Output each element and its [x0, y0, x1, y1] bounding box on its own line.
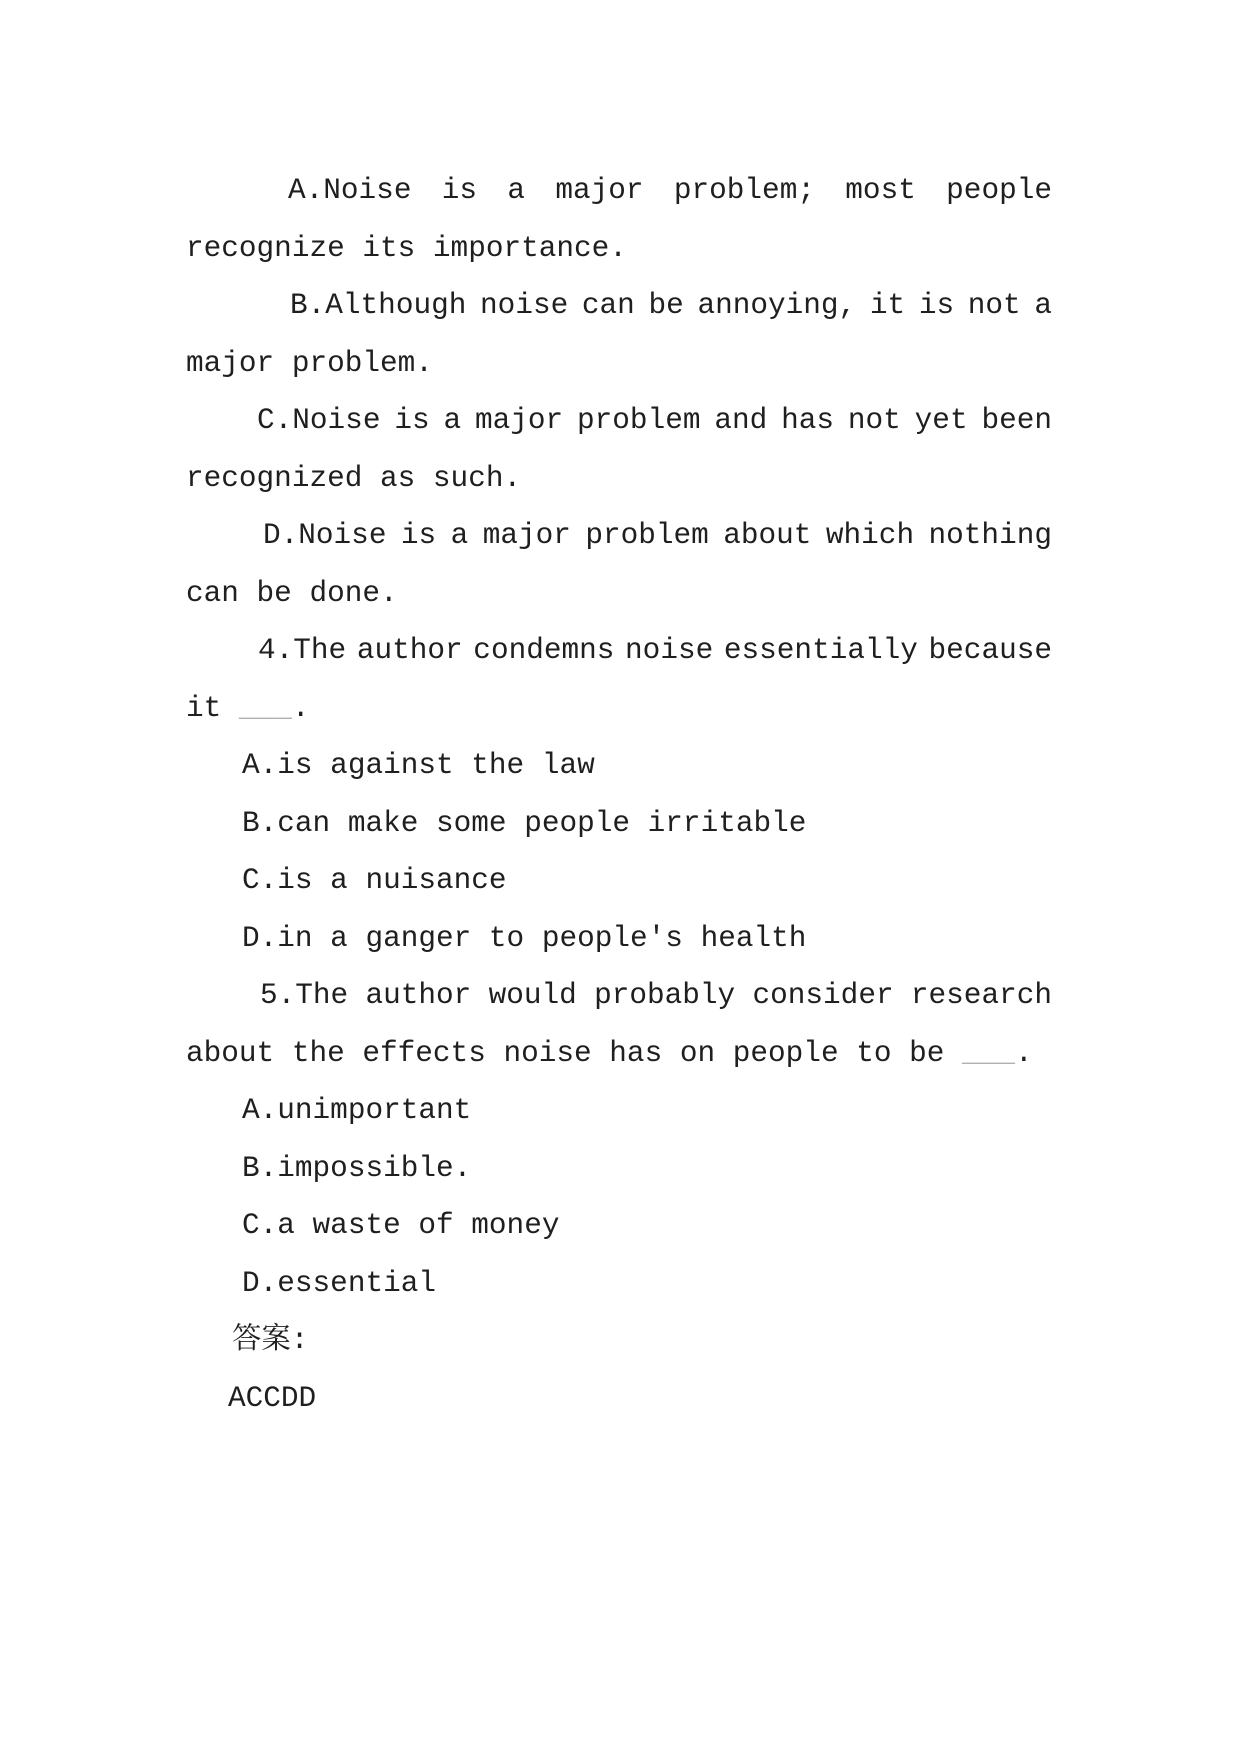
- text-segment: it: [186, 691, 239, 725]
- text-segment: A.Noise is a major problem; most people: [288, 174, 1052, 207]
- text-segment: .: [291, 691, 310, 725]
- text-block: [186, 162, 1052, 1427]
- text-line: [186, 392, 1052, 450]
- text-segment: 4.The author condemns noise essentially because: [258, 634, 1052, 667]
- text-segment: 答案:: [232, 1324, 309, 1357]
- text-segment: A.unimportant: [242, 1094, 472, 1127]
- text-line: [186, 967, 1052, 1025]
- text-line: [186, 565, 1052, 623]
- text-segment: about the effects noise has on people to be: [186, 1036, 963, 1070]
- text-line: [186, 1140, 1052, 1198]
- text-line: [186, 1025, 1052, 1083]
- text-line: [186, 450, 1052, 508]
- blank-underline: ___: [962, 1036, 1015, 1070]
- text-line: [186, 277, 1052, 335]
- text-segment: D.essential: [242, 1266, 437, 1300]
- text-line: [186, 162, 1052, 220]
- text-line: [186, 1082, 1052, 1140]
- text-segment: ACCDD: [228, 1381, 317, 1415]
- text-segment: B.impossible.: [242, 1151, 472, 1185]
- text-line: [186, 910, 1052, 968]
- text-line: [186, 1312, 1052, 1370]
- text-line: [186, 795, 1052, 853]
- text-segment: D.Noise is a major problem about which nothing: [263, 519, 1052, 552]
- text-segment: D.in a ganger to people's health: [242, 921, 807, 955]
- text-segment: major problem.: [186, 346, 433, 380]
- text-segment: recognized as such.: [186, 461, 522, 495]
- text-segment: B.Although noise can be annoying, it is not a: [290, 289, 1052, 322]
- text-segment: C.Noise is a major problem and has not yet been: [257, 404, 1052, 437]
- text-line: [186, 507, 1052, 565]
- text-line: [186, 1370, 1052, 1428]
- text-segment: A.is against the law: [242, 749, 595, 782]
- text-segment: C.a waste of money: [242, 1209, 560, 1242]
- text-segment: B.can make some people irritable: [242, 806, 807, 840]
- text-line: [186, 852, 1052, 910]
- text-segment: .: [1014, 1036, 1033, 1070]
- blank-underline: ___: [238, 691, 292, 725]
- text-line: [186, 1255, 1052, 1313]
- text-line: [186, 622, 1052, 680]
- text-line: [186, 220, 1052, 278]
- text-segment: can be done.: [186, 576, 398, 610]
- text-line: [186, 680, 1052, 738]
- text-segment: recognize its importance.: [186, 231, 627, 265]
- text-line: [186, 1197, 1052, 1255]
- text-line: [186, 335, 1052, 393]
- text-segment: C.is a nuisance: [242, 864, 507, 897]
- text-segment: 5.The author would probably consider research: [260, 979, 1052, 1012]
- text-line: [186, 737, 1052, 795]
